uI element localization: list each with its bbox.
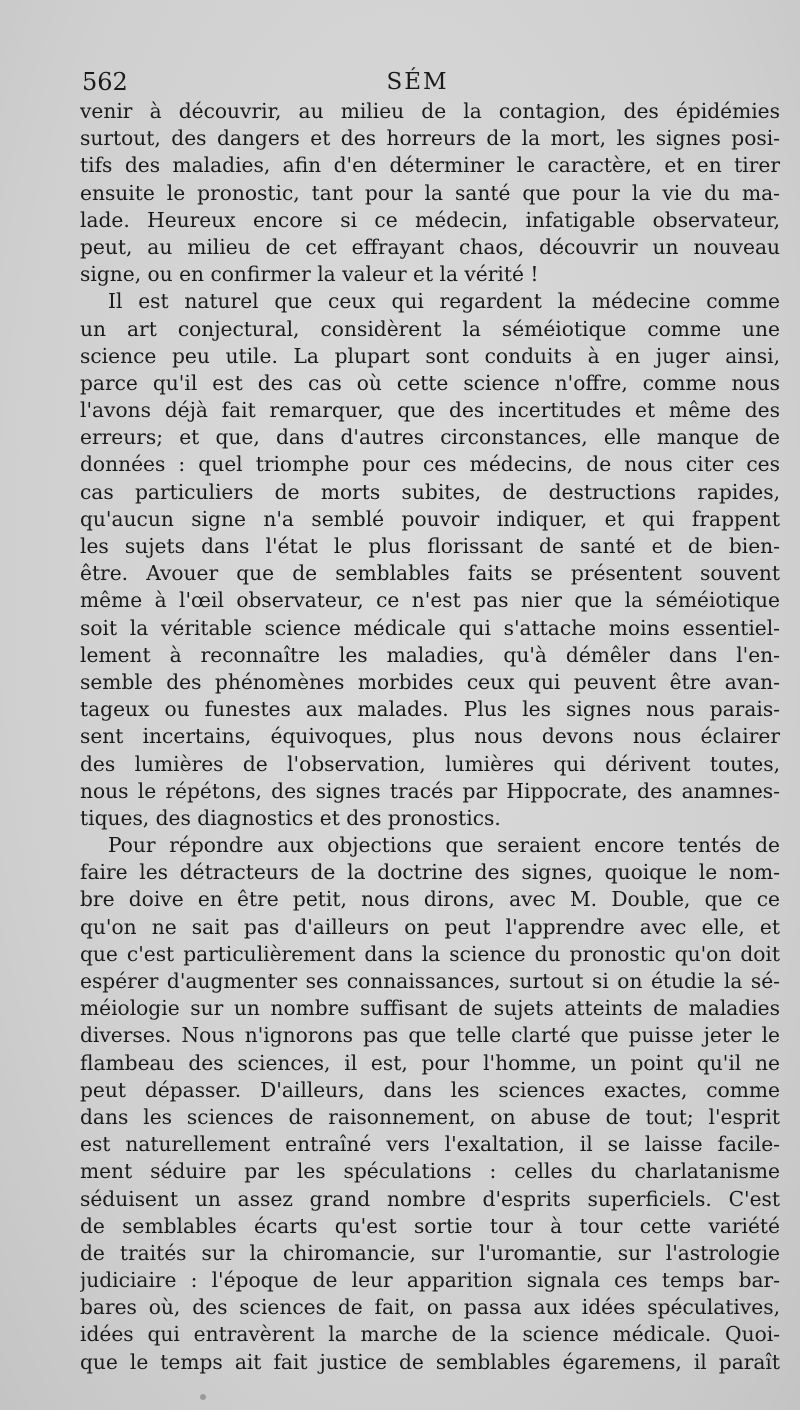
text-line: données : quel triomphe pour ces médecins, de nous citer ces [80, 452, 780, 477]
text-line: ensuite le pronostic, tant pour la santé que pour la vie du ma- [80, 180, 780, 205]
text-line: science peu utile. La plupart sont conduits à en juger ainsi, [80, 343, 780, 368]
text-line: est naturellement entraîné vers l'exaltation, il se laisse facile- [80, 1132, 780, 1157]
text-line: diverses. Nous n'ignorons pas que telle clarté que puisse jeter le [80, 1023, 780, 1048]
text-line: Pour répondre aux objections que seraient encore tentés de [108, 833, 780, 858]
text-line: faire les détracteurs de la doctrine des signes, quoique le nom- [80, 860, 780, 885]
text-line: Il est naturel que ceux qui regardent la médecine comme [108, 289, 780, 314]
text-line: que c'est particulièrement dans la science du pronostic qu'on doit [80, 941, 780, 966]
text-line: cas particuliers de morts subites, de destructions rapides, [80, 479, 780, 504]
text-line: peut dépasser. D'ailleurs, dans les sciences exactes, comme [80, 1077, 780, 1102]
text-line: ment séduire par les spéculations : celles du charlatanisme [80, 1159, 780, 1184]
text-line: soit la véritable science médicale qui s'attache moins essentiel- [80, 615, 780, 640]
text-line: signe, ou en confirmer la valeur et la vérité ! [80, 262, 539, 287]
text-line: bares où, des sciences de fait, on passa aux idées spéculatives, [80, 1295, 780, 1320]
text-line: lement à reconnaître les maladies, qu'à démêler dans l'en- [80, 642, 780, 667]
text-line: méiologie sur un nombre suffisant de sujets atteints de maladies [80, 996, 780, 1021]
ink-speck [200, 1394, 206, 1400]
text-line: idées qui entravèrent la marche de la science médicale. Quoi- [80, 1322, 780, 1347]
text-line: qu'aucun signe n'a semblé pouvoir indiquer, et qui frappent [80, 506, 780, 531]
text-line: séduisent un assez grand nombre d'esprits superficiels. C'est [80, 1186, 780, 1211]
text-line: un art conjectural, considèrent la séméiotique comme une [80, 316, 780, 341]
text-line: venir à découvrir, au milieu de la contagion, des épidémies [80, 99, 780, 123]
text-line: être. Avouer que de semblables faits se présentent souvent [80, 561, 780, 586]
text-line: tifs des maladies, afin d'en déterminer le caractère, et en tirer [80, 153, 780, 178]
text-line: flambeau des sciences, il est, pour l'homme, un point qu'il ne [80, 1050, 780, 1075]
body-text [80, 98, 780, 1376]
text-line: dans les sciences de raisonnement, on abuse de tout; l'esprit [80, 1104, 780, 1129]
text-line: qu'on ne sait pas d'ailleurs on peut l'apprendre avec elle, et [80, 914, 780, 939]
text-line: lade. Heureux encore si ce médecin, infatigable observateur, [80, 207, 780, 232]
text-line: semble des phénomènes morbides ceux qui peuvent être avan- [80, 669, 780, 694]
text-line: de semblables écarts qu'est sortie tour à tour cette variété [80, 1213, 780, 1238]
text-line: tageux ou funestes aux malades. Plus les signes nous parais- [80, 697, 780, 722]
text-line: de traités sur la chiromancie, sur l'uromantie, sur l'astrologie [80, 1240, 780, 1265]
text-line: erreurs; et que, dans d'autres circonstances, elle manque de [80, 425, 780, 450]
text-line: les sujets dans l'état le plus florissant de santé et de bien- [80, 534, 780, 558]
text-line: nous le répétons, des signes tracés par Hippocrate, des anamnes- [80, 778, 780, 803]
text-line: même à l'œil observateur, ce n'est pas nier que la séméiotique [80, 588, 780, 613]
text-line: l'avons déjà fait remarquer, que des incertitudes et même des [80, 398, 780, 423]
text-line: sent incertains, équivoques, plus nous devons nous éclairer [80, 724, 780, 749]
text-line: bre doive en être petit, nous dirons, avec M. Double, que ce [80, 887, 780, 912]
text-line: peut, au milieu de cet effrayant chaos, découvrir un nouveau [80, 234, 780, 259]
page-number: 562 [82, 68, 128, 96]
text-line: des lumières de l'observation, lumières qui dérivent toutes, [80, 751, 780, 776]
text-line: surtout, des dangers et des horreurs de la mort, les signes posi- [80, 126, 780, 151]
text-line: espérer d'augmenter ses connaissances, surtout si on étudie la sé- [80, 969, 780, 993]
page-header [80, 64, 755, 100]
text-line: tiques, des diagnostics et des pronostics. [80, 805, 501, 830]
running-head: SÉM [386, 69, 449, 95]
text-line: parce qu'il est des cas où cette science n'offre, comme nous [80, 370, 780, 395]
text-line: judiciaire : l'époque de leur apparition signala ces temps bar- [80, 1268, 780, 1293]
text-line: que le temps ait fait justice de semblables égaremens, il paraît [80, 1349, 780, 1374]
